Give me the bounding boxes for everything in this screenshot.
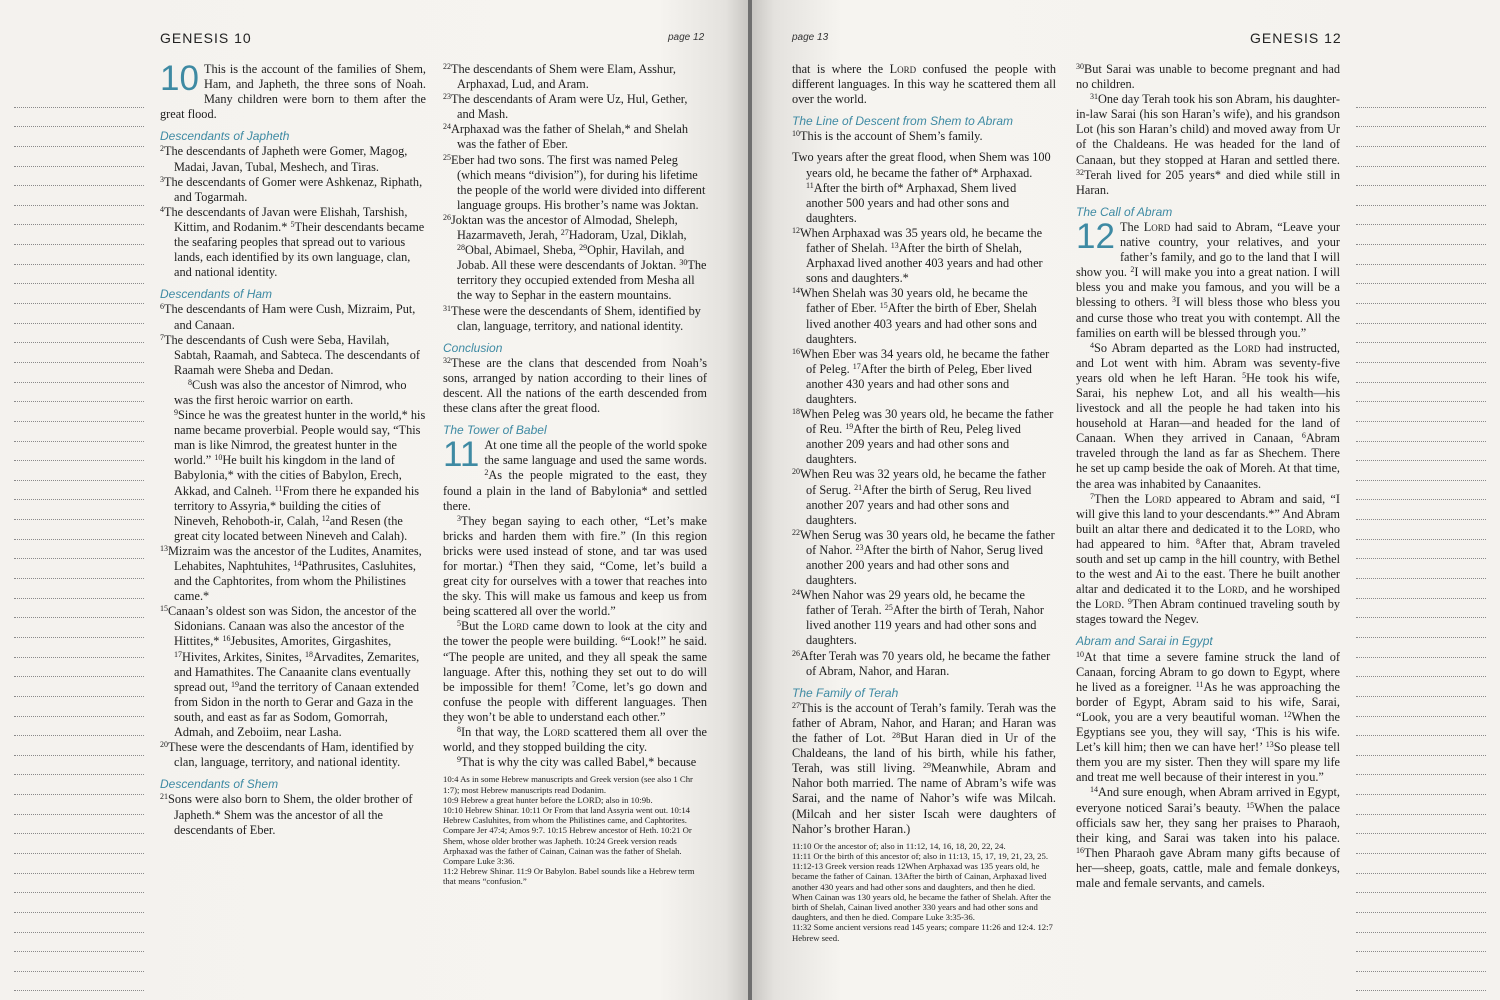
journal-line xyxy=(1356,677,1486,697)
journal-line xyxy=(1356,854,1486,874)
journal-line xyxy=(14,991,144,1000)
journal-line xyxy=(14,147,144,167)
journal-line xyxy=(1356,834,1486,854)
journal-line xyxy=(14,324,144,344)
verse: $^9$That is why the city was called Babel,* because xyxy=(457,755,697,770)
footnotes-right xyxy=(792,841,1056,943)
journal-line xyxy=(1356,363,1486,383)
chapter-12-start: 12 The Lord had said to Abram, “Leave your native country, your relatives, and your father’s family, and go to the land that I will show you. $^2$I will make you into a great nation. I will bless you and make you famous, and you will be a blessing to others. $^3$I will bless those who bless you and curse those who treat you with contempt. All the families on earth will be blessed through you.” xyxy=(1076,216,1341,340)
journaling-lines-right xyxy=(1356,88,1486,1000)
journaling-lines-left xyxy=(14,88,144,1000)
verse: $^{22}$When Serug was 30 years old, he became the father of Nahor. $^{23}$After the birth of Nahor, Serug lived another 200 years and had other sons and daughters. xyxy=(792,527,1055,588)
journal-line xyxy=(14,225,144,245)
footnote: 10:4 As in some Hebrew manuscripts and Greek version (see also 1 Chr 1:7); most Hebrew manuscripts read Dodanim. xyxy=(443,774,693,795)
right-page xyxy=(752,0,1500,1000)
journal-line xyxy=(1356,972,1486,992)
journal-line xyxy=(1356,795,1486,815)
section-heading: The Tower of Babel xyxy=(443,423,547,438)
verse: $^7$Then the Lord appeared to Abram and said, “I will give this land to your descendants.*” And Abram built an altar there and dedicated it to the Lord, who had appeared to him. $^8$After that, Abram traveled south and set up camp in the hill country, with Bethel to the west and Ai to the east. There he built another altar and dedicated it to the Lord, and he worshiped the Lord. $^9$Then Abram continued traveling south by stages toward the Negev. xyxy=(1076,491,1341,627)
journal-line xyxy=(14,795,144,815)
page-number-right: page 13 xyxy=(792,32,829,43)
journal-line xyxy=(1356,225,1486,245)
journal-line xyxy=(1356,658,1486,678)
journal-line xyxy=(14,265,144,285)
journal-line xyxy=(14,520,144,540)
journal-line xyxy=(14,127,144,147)
right-column-2 xyxy=(1076,62,1340,891)
journal-line xyxy=(14,402,144,422)
verse: Two years after the great flood, when Shem was 100 years old, he became the father of* Arphaxad. $^{11}$After the birth of* Arphaxad, Shem lived another 500 years and had other sons and daughters. xyxy=(792,150,1051,225)
journal-line xyxy=(14,913,144,933)
footnote: 11:11 Or the birth of this ancestor of; also in 11:13, 15, 17, 19, 21, 23, 25. 11:12-13 Greek version reads 12When Arphaxad was 135 years old, he became the father of Cainan. 13After the birth of Cainan, Arphaxad lived another 430 years and had other sons and daughters, and then he died. When Cainan was 130 years old, he became the father of Shelah. After the birth of Shelah, Cainan lived another 330 years and had other sons and daughters, and then he died. Compare Luke 3:35-36. xyxy=(792,850,1051,923)
journal-line xyxy=(1356,127,1486,147)
journal-line xyxy=(1356,88,1486,108)
journal-line xyxy=(1356,481,1486,501)
journal-line xyxy=(1356,284,1486,304)
journal-line xyxy=(14,442,144,462)
journal-line xyxy=(1356,108,1486,128)
journal-line xyxy=(1356,638,1486,658)
page-number-left: page 12 xyxy=(668,32,705,43)
verse: $^{18}$When Peleg was 30 years old, he became the father of Reu. $^{19}$After the birth of Reu, Peleg lived another 209 years and had other sons and daughters. xyxy=(792,407,1054,467)
verse: $^{21}$Sons were also born to Shem, the older brother of Japheth.* Shem was the ancestor of all the descendants of Eber. xyxy=(160,792,413,837)
verse: $^{20}$These were the descendants of Ham, identified by clan, language, territory, and national identity. xyxy=(160,740,414,770)
journal-line xyxy=(14,933,144,953)
chapter-11-start: 11 At one time all the people of the world spoke the same language and used the same words. $^2$As the people migrated to the east, they found a plain in the land of Babylonia* and settled there. xyxy=(443,435,707,513)
chapter-number: 12 xyxy=(1076,216,1115,256)
journal-line xyxy=(1356,736,1486,756)
journal-line xyxy=(1356,402,1486,422)
left-column-2 xyxy=(443,62,707,887)
verse: $^{15}$Canaan’s oldest son was Sidon, the ancestor of the Sidonians. Canaan was also the ancestor of the Hittites,* $^{16}$Jebusites, Amorites, Girgashites, $^{17}$Hivites, Arkites, Sinites, $^{18}$Arvadites, Zemarites, and Hamathites. The Canaanite clans eventually spread out, $^{19}$and the territory of Canaan extended from Sidon in the north to Gerar and Gaza in the south, and east as far as Sodom, Gomorrah, Admah, and Zeboiim, near Lasha. xyxy=(160,604,420,740)
book-header-left: GENESIS 10 xyxy=(160,30,252,46)
journal-line xyxy=(14,756,144,776)
journal-line xyxy=(14,304,144,324)
section-heading: Descendants of Japheth xyxy=(160,129,290,144)
footnote: 10:10 Hebrew Shinar. 10:11 Or From that land Assyria went out. 10:14 Hebrew Casluhites, from whom the Philistines came, and Caphtorites. Compare Jer 47:4; Amos 9:7. 10:15 Hebrew ancestor of Heth. 10:21 Or Shem, whose older brother was Japheth. 10:24 Greek version reads Arphaxad was the father of Cainan, Cainan was the father of Shelah. Compare Luke 3:36. xyxy=(443,804,692,866)
journal-line xyxy=(1356,933,1486,953)
journal-line xyxy=(14,108,144,128)
journal-line xyxy=(1356,461,1486,481)
journal-line xyxy=(1356,913,1486,933)
verse: $^{12}$When Arphaxad was 35 years old, he became the father of Shelah. $^{13}$After the birth of Shelah, Arphaxad lived another 403 years and had other sons and daughters.* xyxy=(792,225,1043,286)
journal-line xyxy=(1356,186,1486,206)
journal-line xyxy=(14,717,144,737)
journal-line xyxy=(14,481,144,501)
footnote: 11:10 Or the ancestor of; also in 11:12, 14, 16, 18, 20, 22, 24. xyxy=(792,840,1006,851)
verse: $^{27}$This is the account of Terah’s family. Terah was the father of Abram, Nahor, and Haran; and Haran was the father of Lot. $^{28}$But Haran died in Ur of the Chaldeans, the land of his birth, while his father, Terah, was still living. $^{29}$Meanwhile, Abram and Nahor both married. The name of Abram’s wife was Sarai, and the name of Nahor’s wife was Milcah. (Milcah and her sister Iscah were daughters of Nahor’s brother Haran.) xyxy=(792,700,1057,836)
verse: $^7$The descendants of Cush were Seba, Havilah, Sabtah, Raamah, and Sabteca. The descendants of Raamah were Sheba and Dedan. xyxy=(160,332,420,377)
journal-line xyxy=(14,775,144,795)
verse: $^{30}$But Sarai was unable to become pregnant and had no children. xyxy=(1076,62,1340,92)
section-heading: Abram and Sarai in Egypt xyxy=(1076,634,1213,649)
journal-line xyxy=(1356,952,1486,972)
journal-line xyxy=(14,874,144,894)
journal-line xyxy=(14,186,144,206)
chapter-number: 11 xyxy=(443,435,480,475)
left-column-1 xyxy=(160,59,426,838)
verse: $^{25}$Eber had two sons. The first was named Peleg (which means “division”), for during his lifetime the people of the world were divided into different language groups. His brother’s name was Joktan. xyxy=(443,152,706,212)
journal-line xyxy=(14,383,144,403)
chapter-10-intro: 10 This is the account of the families of Shem, Ham, and Japheth, the three sons of Noah. Many children were born to them after the great flood. xyxy=(160,59,426,122)
journal-line xyxy=(14,167,144,187)
journal-line xyxy=(14,88,144,108)
journal-line xyxy=(1356,324,1486,344)
section-heading: Conclusion xyxy=(443,340,503,355)
journal-line xyxy=(14,736,144,756)
verse: $^8$In that way, the Lord scattered them all over the world, and they stopped building the city. xyxy=(443,725,707,755)
journal-line xyxy=(14,677,144,697)
footnote: 11:2 Hebrew Shinar. 11:9 Or Babylon. Babel sounds like a Hebrew term that means “confusion.” xyxy=(443,866,695,887)
journal-line xyxy=(1356,874,1486,894)
verse: that is where the Lord confused the people with different languages. In this way he scattered them all over the world. xyxy=(792,62,1056,107)
journal-line xyxy=(14,245,144,265)
footnote: 10:9 Hebrew a great hunter before the LORD; also in 10:9b. xyxy=(443,794,653,805)
verse: $^{20}$When Reu was 32 years old, he became the father of Serug. $^{21}$After the birth of Serug, Reu lived another 207 years and had other sons and daughters. xyxy=(792,467,1046,527)
book-header-right: GENESIS 12 xyxy=(1250,30,1342,46)
verse: $^{10}$This is the account of Shem’s family. xyxy=(792,129,983,144)
verse: $^{26}$Joktan was the ancestor of Almodad, Sheleph, Hazarmaveth, Jerah, $^{27}$Hadoram, Uzal, Diklah, $^{28}$Obal, Abimael, Sheba, $^{29}$Ophir, Havilah, and Jobab. All these were descendants of Joktan. $^{30}$The territory they occupied extended from Mesha all the way to Sephar in the eastern mountains. xyxy=(443,212,707,303)
journal-line xyxy=(1356,265,1486,285)
journal-line xyxy=(14,697,144,717)
journal-line xyxy=(14,206,144,226)
journal-line xyxy=(14,540,144,560)
verse: $^4$So Abram departed as the Lord had instructed, and Lot went with him. Abram was seventy-five years old when he left Haran. $^5$He took his wife, Sarai, his nephew Lot, and all his wealth—his livestock and all the people he had taken into his household at Haran—and headed for the land of Canaan. When they arrived in Canaan, $^6$Abram traveled through the land as far as Shechem. There he set up camp beside the oak of Moreh. At that time, the area was inhabited by Canaanites. xyxy=(1076,340,1340,491)
journal-line xyxy=(1356,167,1486,187)
journal-line xyxy=(14,658,144,678)
journal-line xyxy=(1356,540,1486,560)
journal-line xyxy=(14,343,144,363)
journal-line xyxy=(14,952,144,972)
verse: $^3$The descendants of Gomer were Ashkenaz, Riphath, and Togarmah. xyxy=(160,174,423,204)
verse: $^{26}$After Terah was 70 years old, he became the father of Abram, Nahor, and Haran. xyxy=(792,648,1051,678)
verse: $^{13}$Mizraim was the ancestor of the Ludites, Anamites, Lehabites, Naphtuhites, $^{14}$Pathrusites, Casluhites, and the Caphtorites, from whom the Philistines came.* xyxy=(160,543,422,604)
journal-line xyxy=(1356,245,1486,265)
journal-line xyxy=(1356,343,1486,363)
journal-line xyxy=(14,422,144,442)
journal-line xyxy=(1356,775,1486,795)
journal-line xyxy=(14,284,144,304)
journal-line xyxy=(1356,697,1486,717)
verse: $^{23}$The descendants of Aram were Uz, Hul, Gether, and Mash. xyxy=(443,92,688,122)
journal-line xyxy=(1356,520,1486,540)
verse: $^{32}$These are the clans that descended from Noah’s sons, arranged by nation according to their lines of descent. All the nations of the earth descended from these clans after the great flood. xyxy=(443,355,707,416)
footnotes-left xyxy=(443,774,707,886)
verse: $^6$The descendants of Ham were Cush, Mizraim, Put, and Canaan. xyxy=(160,302,416,332)
verse: $^2$The descendants of Japheth were Gomer, Magog, Madai, Javan, Tubal, Meshech, and Tiras. xyxy=(160,144,408,174)
journal-line xyxy=(14,834,144,854)
journal-line xyxy=(1356,599,1486,619)
journal-line xyxy=(1356,147,1486,167)
section-heading: The Family of Terah xyxy=(792,685,899,700)
journal-line xyxy=(14,893,144,913)
journal-line xyxy=(1356,442,1486,462)
journal-line xyxy=(1356,756,1486,776)
verse: $^{14}$And sure enough, when Abram arrived in Egypt, everyone noticed Sarai’s beauty. $^{15}$When the palace officials saw her, they sang her praises to Pharaoh, their king, and Sarai was taken into his palace. $^{16}$Then Pharaoh gave Abram many gifts because of her—sheep, goats, cattle, male and female donkeys, male and female servants, and camels. xyxy=(1076,785,1340,890)
journal-line xyxy=(1356,559,1486,579)
verse: $^3$They began saying to each other, “Let’s make bricks and harden them with fire.” (In this region bricks were used instead of stone, and tar was used for mortar.) $^4$Then they said, “Come, let’s build a great city for ourselves with a tower that reaches into the sky. This will make us famous and keep us from being scattered all over the world.” xyxy=(443,513,708,619)
verse: $^{10}$At that time a severe famine struck the land of Canaan, forcing Abram to go down to Egypt, where he lived as a foreigner. $^{11}$As he was approaching the border of Egypt, Abram said to his wife, Sarai, “Look, you are a very beautiful woman. $^{12}$When the Egyptians see you, they will say, ‘This is his wife. Let’s kill him; then we can have her!’ $^{13}$So please tell them you are my sister. Then they will spare my life and treat me well because of their interest in you.” xyxy=(1076,649,1341,785)
journal-line xyxy=(14,363,144,383)
verse: $^{24}$Arphaxad was the father of Shelah,* and Shelah was the father of Eber. xyxy=(443,122,688,152)
footnote: 11:32 Some ancient versions read 145 years; compare 11:26 and 12:4. 12:7 Hebrew seed. xyxy=(792,922,1053,943)
journal-line xyxy=(1356,383,1486,403)
verse: $^{24}$When Nahor was 29 years old, he became the father of Terah. $^{25}$After the birth of Terah, Nahor lived another 119 years and had other sons and daughters. xyxy=(792,588,1045,648)
journal-line xyxy=(14,972,144,992)
journal-line xyxy=(14,579,144,599)
section-heading: The Line of Descent from Shem to Abram xyxy=(792,114,1013,129)
verse: $^{31}$One day Terah took his son Abram, his daughter-in-law Sarai (his son Haran’s wife), and his grandson Lot (his son Haran’s child) and moved away from Ur of the Chaldeans. He was headed for the land of Canaan, but they stopped at Haran and settled there. $^{32}$Terah lived for 205 years* and died while still in Haran. xyxy=(1076,92,1340,197)
journal-line xyxy=(1356,206,1486,226)
journal-line xyxy=(14,815,144,835)
section-heading: The Call of Abram xyxy=(1076,204,1173,219)
verse: $^{16}$When Eber was 34 years old, he became the father of Peleg. $^{17}$After the birth of Peleg, Eber lived another 430 years and had other sons and daughters. xyxy=(792,346,1050,406)
journal-line xyxy=(14,599,144,619)
verse: $^{31}$These were the descendants of Shem, identified by clan, language, territory, and national identity. xyxy=(443,303,701,333)
journal-line xyxy=(14,638,144,658)
journal-line xyxy=(1356,500,1486,520)
journal-line xyxy=(1356,815,1486,835)
section-heading: Descendants of Ham xyxy=(160,287,273,302)
verse: $^4$The descendants of Javan were Elishah, Tarshish, Kittim, and Rodanim.* $^5$Their descendants became the seafaring peoples that spread out to various lands, each identified by its own language, clan, and national identity. xyxy=(160,204,425,280)
journal-line xyxy=(14,854,144,874)
journal-line xyxy=(14,461,144,481)
journal-line xyxy=(1356,893,1486,913)
verse: $^{14}$When Shelah was 30 years old, he became the father of Eber. $^{15}$After the birth of Eber, Shelah lived another 403 years and had other sons and daughters. xyxy=(792,286,1037,346)
verse: $^9$Since he was the greatest hunter in the world,* his name became proverbial. People would say, “This man is like Nimrod, the greatest hunter in the world.” $^{10}$He built his kingdom in the land of Babylonia,* with the cities of Babylon, Erech, Akkad, and Calneh. $^{11}$From there he expanded his territory to Assyria,* building the cities of Nineveh, Rehoboth-ir, Calah, $^{12}$and Resen (the great city located between Nineveh and Calah). xyxy=(174,408,426,543)
verse: $^{22}$The descendants of Shem were Elam, Asshur, Arphaxad, Lud, and Aram. xyxy=(443,62,676,92)
journal-line xyxy=(1356,991,1486,1000)
journal-line xyxy=(14,500,144,520)
verse: $^5$But the Lord came down to look at the city and the tower the people were building. $^6$“Look!” he said. “The people are united, and they all speak the same language. After this, nothing they set out to do will be impossible for them! $^7$Come, let’s go down and confuse the people with different languages. Then they won’t be able to understand each other.” xyxy=(443,619,707,724)
right-column-1 xyxy=(792,62,1056,943)
journal-line xyxy=(1356,422,1486,442)
section-heading: Descendants of Shem xyxy=(160,777,279,792)
journal-line xyxy=(1356,304,1486,324)
left-page xyxy=(0,0,748,1000)
chapter-number: 10 xyxy=(160,59,199,98)
journal-line xyxy=(14,559,144,579)
journal-line xyxy=(14,618,144,638)
journal-line xyxy=(1356,579,1486,599)
verse: $^8$Cush was also the ancestor of Nimrod, who was the first heroic warrior on earth. xyxy=(174,377,407,407)
journal-line xyxy=(1356,618,1486,638)
journal-line xyxy=(1356,717,1486,737)
